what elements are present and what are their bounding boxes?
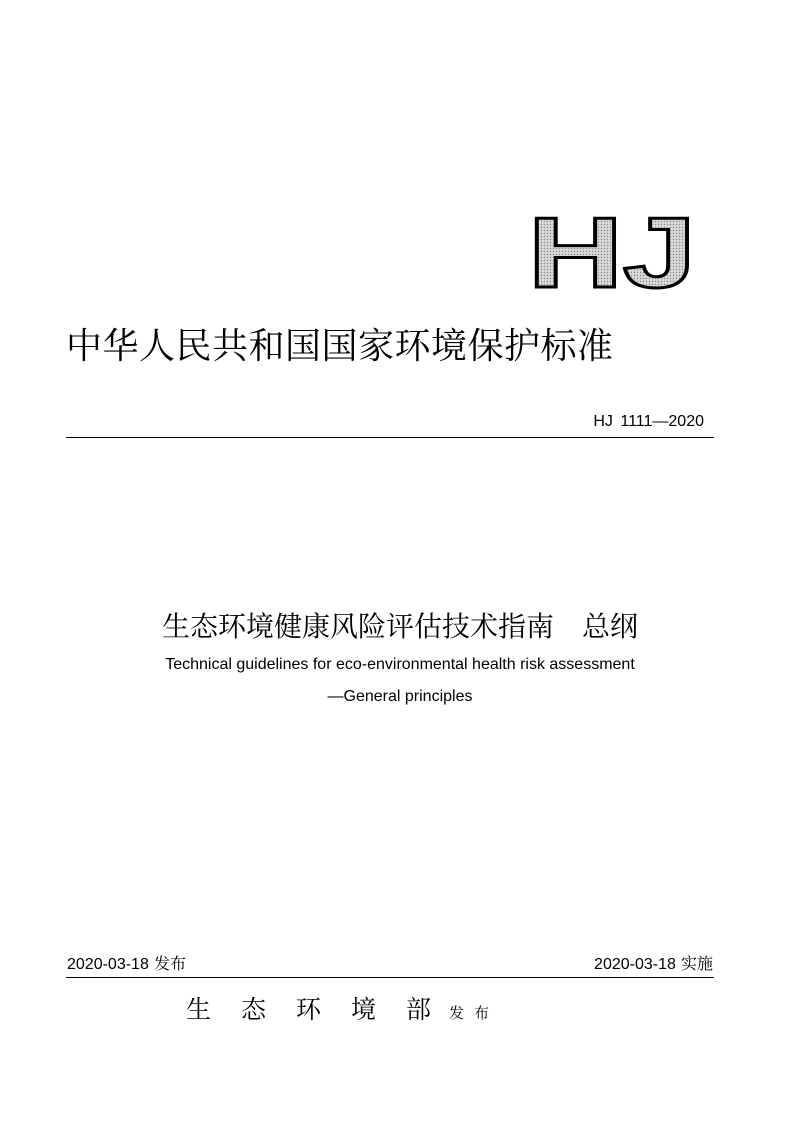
publisher-line bbox=[186, 990, 499, 1026]
standard-number: HJ 1111—2020 bbox=[593, 413, 704, 430]
issue-label: 发布 bbox=[153, 954, 186, 973]
footer-divider bbox=[66, 977, 714, 978]
effective-label: 实施 bbox=[680, 954, 713, 973]
effective-date-line bbox=[594, 954, 713, 975]
document-title-en: Technical guidelines for eco-environmental health risk assessment bbox=[165, 656, 635, 673]
document-title-cn: 生态环境健康风险评估技术指南 总纲 bbox=[161, 610, 638, 643]
issue-date-line bbox=[67, 954, 186, 975]
effective-date: 2020-03-18 bbox=[594, 956, 676, 973]
publisher-action: 发布 bbox=[449, 1004, 500, 1022]
publisher-org: 生态环境部 bbox=[186, 995, 462, 1024]
issue-date: 2020-03-18 bbox=[67, 956, 149, 973]
document-subtitle-en: —General principles bbox=[327, 688, 473, 705]
hj-logo bbox=[528, 205, 698, 295]
header-divider bbox=[66, 437, 714, 438]
org-title: 中华人民共和国国家环境保护标准 bbox=[66, 326, 614, 367]
hj-logo-text: HJ bbox=[528, 205, 696, 295]
